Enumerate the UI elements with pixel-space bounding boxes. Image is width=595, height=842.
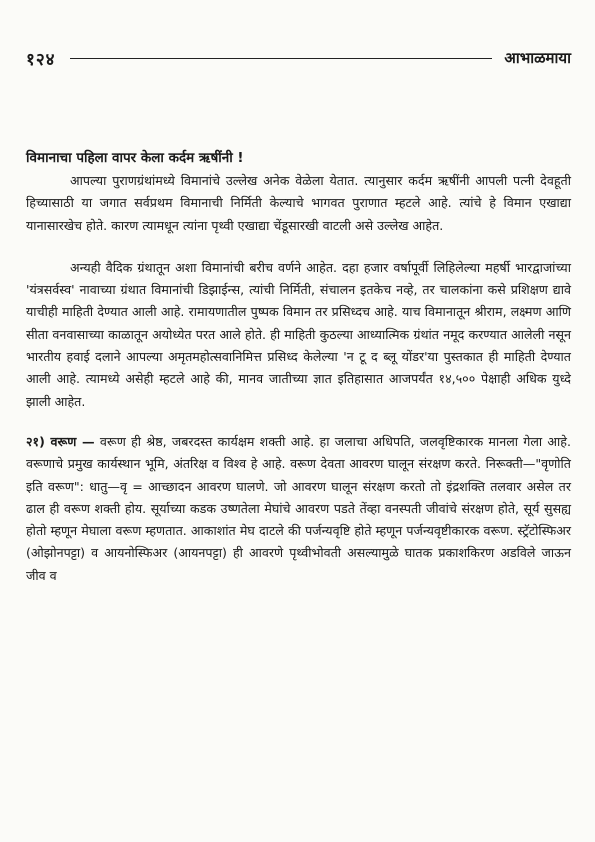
page-body (26, 148, 571, 587)
entry-term: २१) वरूण — (26, 433, 95, 449)
running-header (26, 46, 571, 70)
paragraph-1: आपल्या पुराणग्रंथांमध्ये विमानांचे उल्लेख अनेक वेळेला येतात. त्यानुसार कर्दम ऋषींनी आपली पत्नी देवहूती हिच्यासाठी या जगात सर्वप्रथम विमानाची निर्मिती केल्याचे भागवत पुराणात म्हटले आहे. त्यांचे हे विमान एखाद्या यानासारखेच होते. कारण त्यामधून त्यांना पृथ्वी एखाद्या चेंडूसारखी वाटली असे उल्लेख आहेत. (26, 173, 571, 233)
paragraph-2: अन्यही वैदिक ग्रंथातून अशा विमानांची बरीच वर्णने आहेत. दहा हजार वर्षापूर्वी लिहिलेल्या महर्षी भारद्वाजांच्या 'यंत्रसर्वस्व' नावाच्या ग्रंथात विमानांची डिझाईन्स, त्यांची निर्मिती, संचालन इतकेच नव्हे, तर चालकांना कसे प्रशिक्षण द्यावे याचीही माहिती देण्यात आली आहे. रामायणातील पुष्पक विमान तर प्रसिध्दच आहे. याच विमानातून श्रीराम, लक्ष्मण आणि सीता वनवासाच्या काळातून अयोध्येत परत आले होते. ही माहिती कुठल्या आध्यात्मिक ग्रंथांत नमूद करण्यात आलेली नसून भारतीय हवाई दलाने आपल्या अमृतमहोत्सवानिमित्त प्रसिध्द केलेल्या 'न टू द ब्लू योंडर'या पुस्तकात ही माहिती देण्यात आली आहे. त्यामध्ये असेही म्हटले आहे की, मानव जातीच्या ज्ञात इतिहासात आजपर्यंत १४,५०० पेक्षाही अधिक युध्दे झाली आहेत. (26, 259, 571, 409)
article-title: विमानाचा पहिला वापर केला कर्दम ऋषींनी ! (26, 150, 244, 166)
page-number: १२४ (26, 49, 56, 70)
header-rule (70, 58, 493, 59)
entry-text: वरूण ही श्रेष्ठ, जबरदस्त कार्यक्षम शक्ती आहे. हा जलाचा अधिपति, जलवृष्टिकारक मानला गेला आहे. वरूणाचे प्रमुख कार्यस्थान भूमि, अंतरिक्ष व विश्व हे आहे. वरूण देवता आवरण घालून संरक्षण करते. निरूक्ती—"वृणोति इति वरूण": धातु—वृ = आच्छादन आवरण घालणे. जो आवरण घालून संरक्षण करतो तो इंद्रशक्ति तलवार असेल तर ढाल ही वरूण शक्ती होय. सूर्याच्या कडक उष्णतेला मेघांचे आवरण पडते तेंव्हा वनस्पती जीवांचे संरक्षण होते, सूर्य सुसह्य होतो म्हणून मेघाला वरूण म्हणतात. आकाशांत मेघ दाटले की पर्जन्यवृष्टि होते म्हणून पर्जन्यवृष्टीकारक वरूण. स्ट्रॅटोस्फिअर (ओझोनपट्टा) व आयनोस्फिअर (आयनपट्टा) ही आवरणे पृथ्वीभोवती असल्यामुळे घातक प्रकाशकिरण अडविले जाऊन जीव व (26, 433, 571, 583)
varun-entry (26, 431, 571, 587)
book-title: आभाळमाया (504, 49, 571, 67)
